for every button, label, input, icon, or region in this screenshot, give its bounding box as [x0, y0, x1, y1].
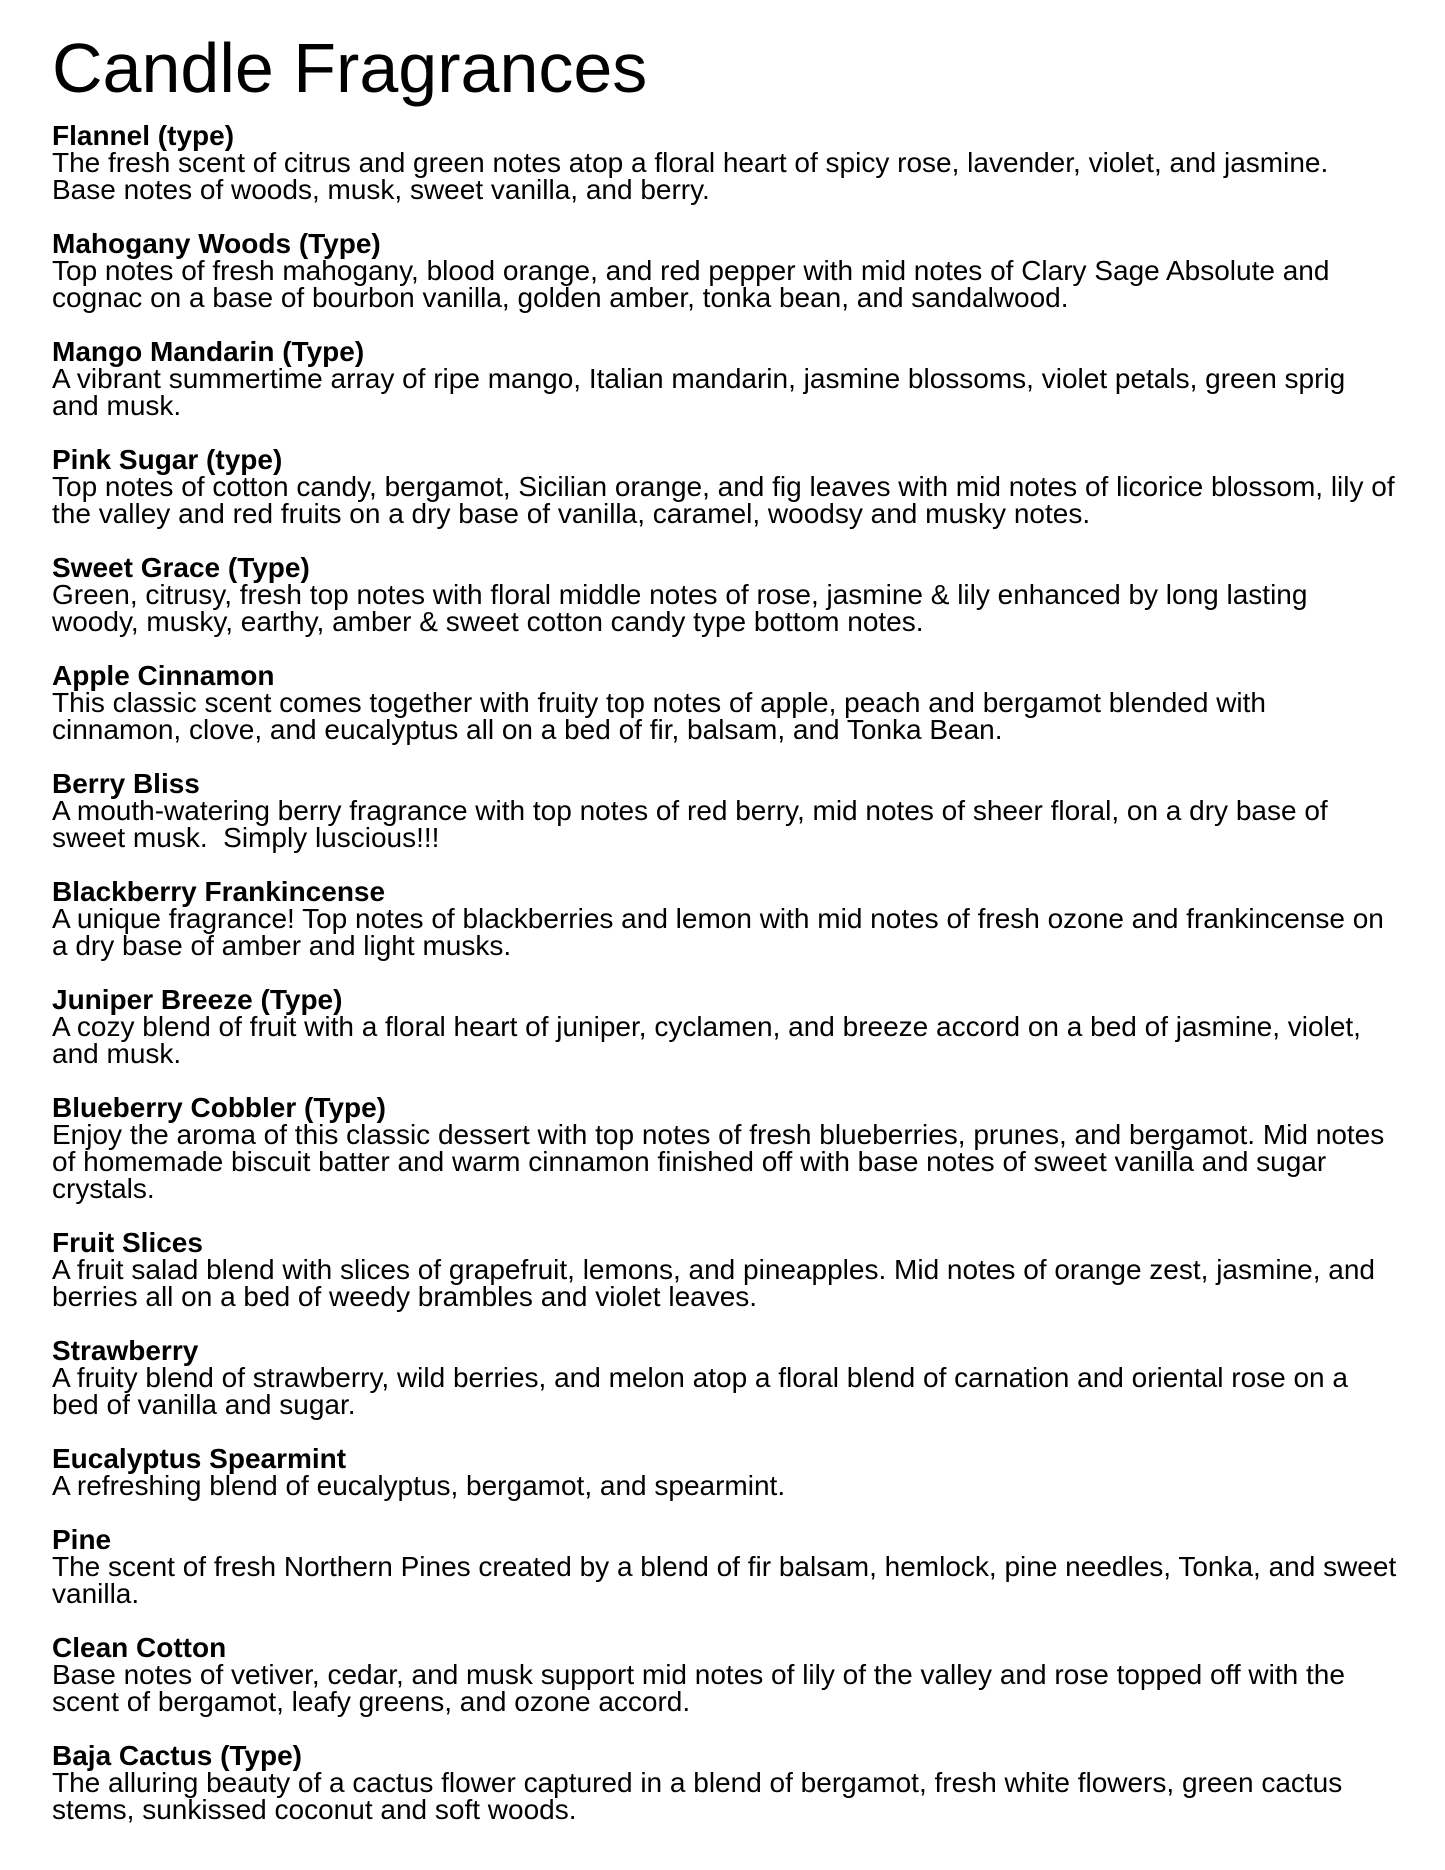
fragrance-entry: [52, 1445, 1397, 1499]
fragrance-name: Juniper Breeze (Type): [52, 984, 343, 1015]
fragrance-description: This classic scent comes together with fruity top notes of apple, peach and bergamot blended with cinnamon, clove, and eucalyptus all on a bed of fir, balsam, and Tonka Bean.: [52, 687, 1274, 745]
fragrance-name: Clean Cotton: [52, 1632, 227, 1663]
fragrance-name: Blueberry Cobbler (Type): [52, 1092, 386, 1123]
fragrance-description: Green, citrusy, fresh top notes with floral middle notes of rose, jasmine & lily enhanced by long lasting woody, musky, earthy, amber & sweet cotton candy type bottom notes.: [52, 579, 1316, 637]
fragrance-description: The alluring beauty of a cactus flower captured in a blend of bergamot, fresh white flowers, green cactus stems, sunkissed coconut and soft woods.: [52, 1767, 1351, 1825]
fragrance-list: [52, 120, 1405, 1825]
fragrance-name: Berry Bliss: [52, 768, 200, 799]
fragrance-name: Fruit Slices: [52, 1227, 203, 1258]
fragrance-description: Base notes of vetiver, cedar, and musk support mid notes of lily of the valley and rose topped off with the scent of bergamot, leafy greens, and ozone accord.: [52, 1659, 1353, 1717]
fragrance-entry: [52, 1634, 1397, 1715]
page-title: Candle Fragrances: [52, 29, 648, 107]
fragrance-entry: [52, 1742, 1397, 1823]
fragrance-description: A vibrant summertime array of ripe mango, Italian mandarin, jasmine blossoms, violet petals, green sprig and musk.: [52, 363, 1354, 421]
fragrance-name: Eucalyptus Spearmint: [52, 1443, 347, 1474]
fragrance-entry: [52, 986, 1397, 1067]
fragrance-entry: [52, 1337, 1397, 1418]
fragrance-description: A fruit salad blend with slices of grapefruit, lemons, and pineapples. Mid notes of orange zest, jasmine, and berries all on a bed of weedy brambles and violet leaves.: [52, 1254, 1383, 1312]
fragrance-name: Baja Cactus (Type): [52, 1740, 302, 1771]
fragrance-entry: [52, 554, 1397, 635]
fragrance-description: Top notes of fresh mahogany, blood orange, and red pepper with mid notes of Clary Sage Absolute and cognac on a base of bourbon vanilla, golden amber, tonka bean, and sandalwood.: [52, 255, 1338, 313]
fragrance-description: Enjoy the aroma of this classic dessert with top notes of fresh blueberries, prunes, and bergamot. Mid notes of homemade biscuit batter and warm cinnamon finished off with base notes of sweet vanilla and sugar crystals.: [52, 1119, 1393, 1204]
fragrance-name: Mango Mandarin (Type): [52, 336, 365, 367]
fragrance-description: The fresh scent of citrus and green notes atop a floral heart of spicy rose, lavender, violet, and jasmine. Base notes of woods, musk, sweet vanilla, and berry.: [52, 147, 1337, 205]
fragrance-entry: [52, 1229, 1397, 1310]
fragrance-name: Sweet Grace (Type): [52, 552, 310, 583]
fragrance-entry: [52, 122, 1397, 203]
fragrance-entry: [52, 770, 1397, 851]
fragrance-description: A refreshing blend of eucalyptus, bergamot, and spearmint.: [52, 1470, 786, 1501]
fragrance-name: Pink Sugar (type): [52, 444, 283, 475]
fragrance-entry: [52, 1524, 1405, 1609]
fragrance-entry: [52, 878, 1397, 959]
fragrance-name: Pine: [52, 1524, 112, 1555]
fragrance-entry: [52, 1094, 1397, 1202]
fragrance-entry: [52, 444, 1403, 529]
fragrance-name: Flannel (type): [52, 120, 235, 151]
fragrance-description: Top notes of cotton candy, bergamot, Sicilian orange, and fig leaves with mid notes of licorice blossom, lily of the valley and red fruits on a dry base of vanilla, caramel, woodsy and musky notes.: [52, 471, 1403, 529]
fragrance-description: A fruity blend of strawberry, wild berries, and melon atop a floral blend of carnation and oriental rose on a bed of vanilla and sugar.: [52, 1362, 1356, 1420]
fragrance-description: A cozy blend of fruit with a floral heart of juniper, cyclamen, and breeze accord on a bed of jasmine, violet, and musk.: [52, 1011, 1369, 1069]
fragrance-entry: [52, 662, 1397, 743]
fragrance-name: Blackberry Frankincense: [52, 876, 386, 907]
fragrance-description: A unique fragrance! Top notes of blackberries and lemon with mid notes of fresh ozone and frankincense on a dry base of amber and light musks.: [52, 903, 1392, 961]
fragrance-description: A mouth-watering berry fragrance with top notes of red berry, mid notes of sheer floral, on a dry base of sweet musk. Simply luscious!!!: [52, 795, 1336, 853]
fragrance-description: The scent of fresh Northern Pines created by a blend of fir balsam, hemlock, pine needles, Tonka, and sweet vanilla.: [52, 1551, 1405, 1609]
fragrance-entry: [52, 338, 1397, 419]
fragrance-name: Mahogany Woods (Type): [52, 228, 381, 259]
fragrance-entry: [52, 230, 1397, 311]
fragrance-name: Strawberry: [52, 1335, 199, 1366]
fragrance-name: Apple Cinnamon: [52, 660, 275, 691]
